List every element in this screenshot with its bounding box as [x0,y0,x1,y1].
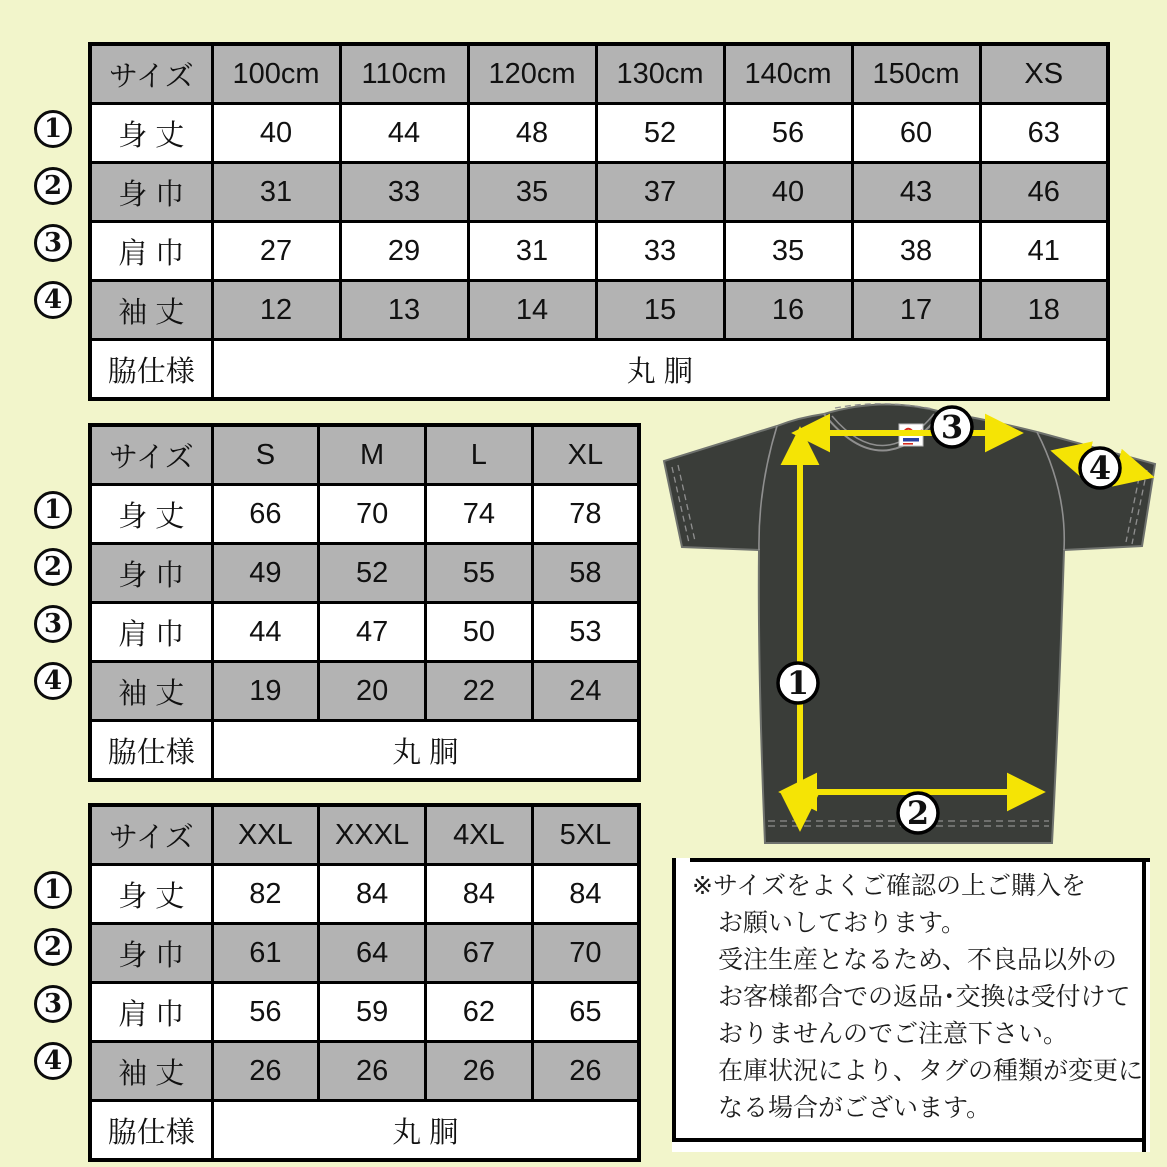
measure-value: 37 [596,163,724,222]
side-spec-value: 丸 胴 [212,721,639,781]
row-marker-circle: 3 [34,605,72,643]
measure-value: 20 [319,662,426,721]
measure-value: 84 [532,865,639,924]
row-marker-circle: 1 [34,110,72,148]
measure-label: 身 巾 [90,544,212,603]
notice-line: お願いしております。 [718,909,967,937]
size-column-header: 100cm [212,44,340,104]
measure-value: 44 [340,104,468,163]
size-table-adult [88,423,641,782]
size-table-big [88,803,641,1162]
size-column-header: XXL [212,805,319,865]
notice-border-right [1142,858,1146,1152]
size-column-header: 5XL [532,805,639,865]
sleeve-marker-number: 4 [1088,449,1112,487]
notice-line: なる場合がございます。 [718,1094,992,1122]
measure-value: 38 [852,222,980,281]
measure-value: 31 [468,222,596,281]
notice-border-top [690,858,1150,862]
measure-value: 70 [319,485,426,544]
row-marker-circle: 4 [34,281,72,319]
size-column-header: XS [980,44,1108,104]
tshirt-measurement-diagram [655,396,1165,856]
measure-value: 53 [532,603,639,662]
measure-value: 63 [980,104,1108,163]
size-column-header: 120cm [468,44,596,104]
measure-value: 65 [532,983,639,1042]
row-marker-column-adult [34,491,72,700]
notice-box [672,858,1150,1152]
row-marker-circle: 2 [34,548,72,586]
measure-value: 31 [212,163,340,222]
measure-value: 49 [212,544,319,603]
measure-value: 33 [596,222,724,281]
size-corner-header: サイズ [90,425,212,485]
row-marker-circle: 1 [34,491,72,529]
row-marker-column-kids [34,110,72,319]
measure-value: 16 [724,281,852,340]
notice-line: ※サイズをよくご確認の上ご購入を [692,872,1086,900]
measure-label: 身 丈 [90,865,212,924]
size-table-kids [88,42,1110,401]
measure-value: 33 [340,163,468,222]
side-spec-label: 脇仕様 [90,1101,212,1161]
row-marker-circle: 4 [34,662,72,700]
measure-value: 60 [852,104,980,163]
notice-border-left [672,858,676,1142]
measure-value: 13 [340,281,468,340]
size-column-header: 110cm [340,44,468,104]
width-marker-number: 2 [906,794,930,832]
measure-value: 44 [212,603,319,662]
side-spec-value: 丸 胴 [212,1101,639,1161]
measure-value: 15 [596,281,724,340]
size-column-header: 150cm [852,44,980,104]
shoulder-marker-number: 3 [940,408,964,446]
size-column-header: 130cm [596,44,724,104]
measure-value: 18 [980,281,1108,340]
notice-line: 在庫状況により、タグの種類が変更に [718,1057,1144,1085]
notice-line: お客様都合での返品･交換は受付けて [718,983,1131,1011]
measure-value: 56 [212,983,319,1042]
measure-value: 62 [426,983,533,1042]
measure-value: 29 [340,222,468,281]
measure-value: 56 [724,104,852,163]
measure-value: 67 [426,924,533,983]
size-column-header: XL [532,425,639,485]
measure-value: 26 [426,1042,533,1101]
length-marker-number: 1 [786,664,810,702]
measure-value: 12 [212,281,340,340]
measure-value: 52 [596,104,724,163]
measure-value: 84 [426,865,533,924]
row-marker-circle: 2 [34,928,72,966]
measure-value: 17 [852,281,980,340]
measure-label: 袖 丈 [90,1042,212,1101]
size-corner-header: サイズ [90,44,212,104]
measure-value: 40 [724,163,852,222]
notice-text [692,868,1144,1127]
measure-label: 肩 巾 [90,222,212,281]
measure-value: 22 [426,662,533,721]
measure-value: 46 [980,163,1108,222]
measure-value: 70 [532,924,639,983]
measure-label: 身 巾 [90,163,212,222]
measure-label: 身 丈 [90,104,212,163]
measure-value: 27 [212,222,340,281]
measure-value: 52 [319,544,426,603]
measure-label: 身 巾 [90,924,212,983]
row-marker-circle: 4 [34,1042,72,1080]
notice-border-bottom [672,1138,1142,1142]
size-column-header: L [426,425,533,485]
measure-label: 肩 巾 [90,983,212,1042]
measure-value: 78 [532,485,639,544]
row-marker-circle: 2 [34,167,72,205]
size-corner-header: サイズ [90,805,212,865]
row-marker-circle: 1 [34,871,72,909]
size-column-header: XXXL [319,805,426,865]
notice-line: 受注生産となるため、不良品以外の [718,946,1118,974]
measure-value: 26 [319,1042,426,1101]
measure-label: 袖 丈 [90,281,212,340]
side-spec-value: 丸 胴 [212,340,1108,400]
measure-label: 肩 巾 [90,603,212,662]
side-spec-label: 脇仕様 [90,340,212,400]
measure-value: 55 [426,544,533,603]
measure-value: 35 [468,163,596,222]
measure-value: 26 [532,1042,639,1101]
measure-value: 59 [319,983,426,1042]
measure-value: 26 [212,1042,319,1101]
measure-value: 61 [212,924,319,983]
measure-label: 身 丈 [90,485,212,544]
size-column-header: M [319,425,426,485]
measure-value: 84 [319,865,426,924]
size-column-header: S [212,425,319,485]
measure-value: 64 [319,924,426,983]
measure-value: 47 [319,603,426,662]
measure-value: 50 [426,603,533,662]
measure-value: 82 [212,865,319,924]
measure-value: 48 [468,104,596,163]
measure-value: 14 [468,281,596,340]
measure-value: 19 [212,662,319,721]
measure-value: 24 [532,662,639,721]
measure-value: 58 [532,544,639,603]
measure-value: 43 [852,163,980,222]
row-marker-circle: 3 [34,224,72,262]
notice-line: おりませんのでご注意下さい。 [718,1020,1069,1048]
row-marker-column-big [34,871,72,1080]
side-spec-label: 脇仕様 [90,721,212,781]
measure-value: 35 [724,222,852,281]
measure-value: 41 [980,222,1108,281]
size-column-header: 4XL [426,805,533,865]
size-column-header: 140cm [724,44,852,104]
row-marker-circle: 3 [34,985,72,1023]
measure-label: 袖 丈 [90,662,212,721]
measure-value: 40 [212,104,340,163]
measure-value: 66 [212,485,319,544]
measure-value: 74 [426,485,533,544]
